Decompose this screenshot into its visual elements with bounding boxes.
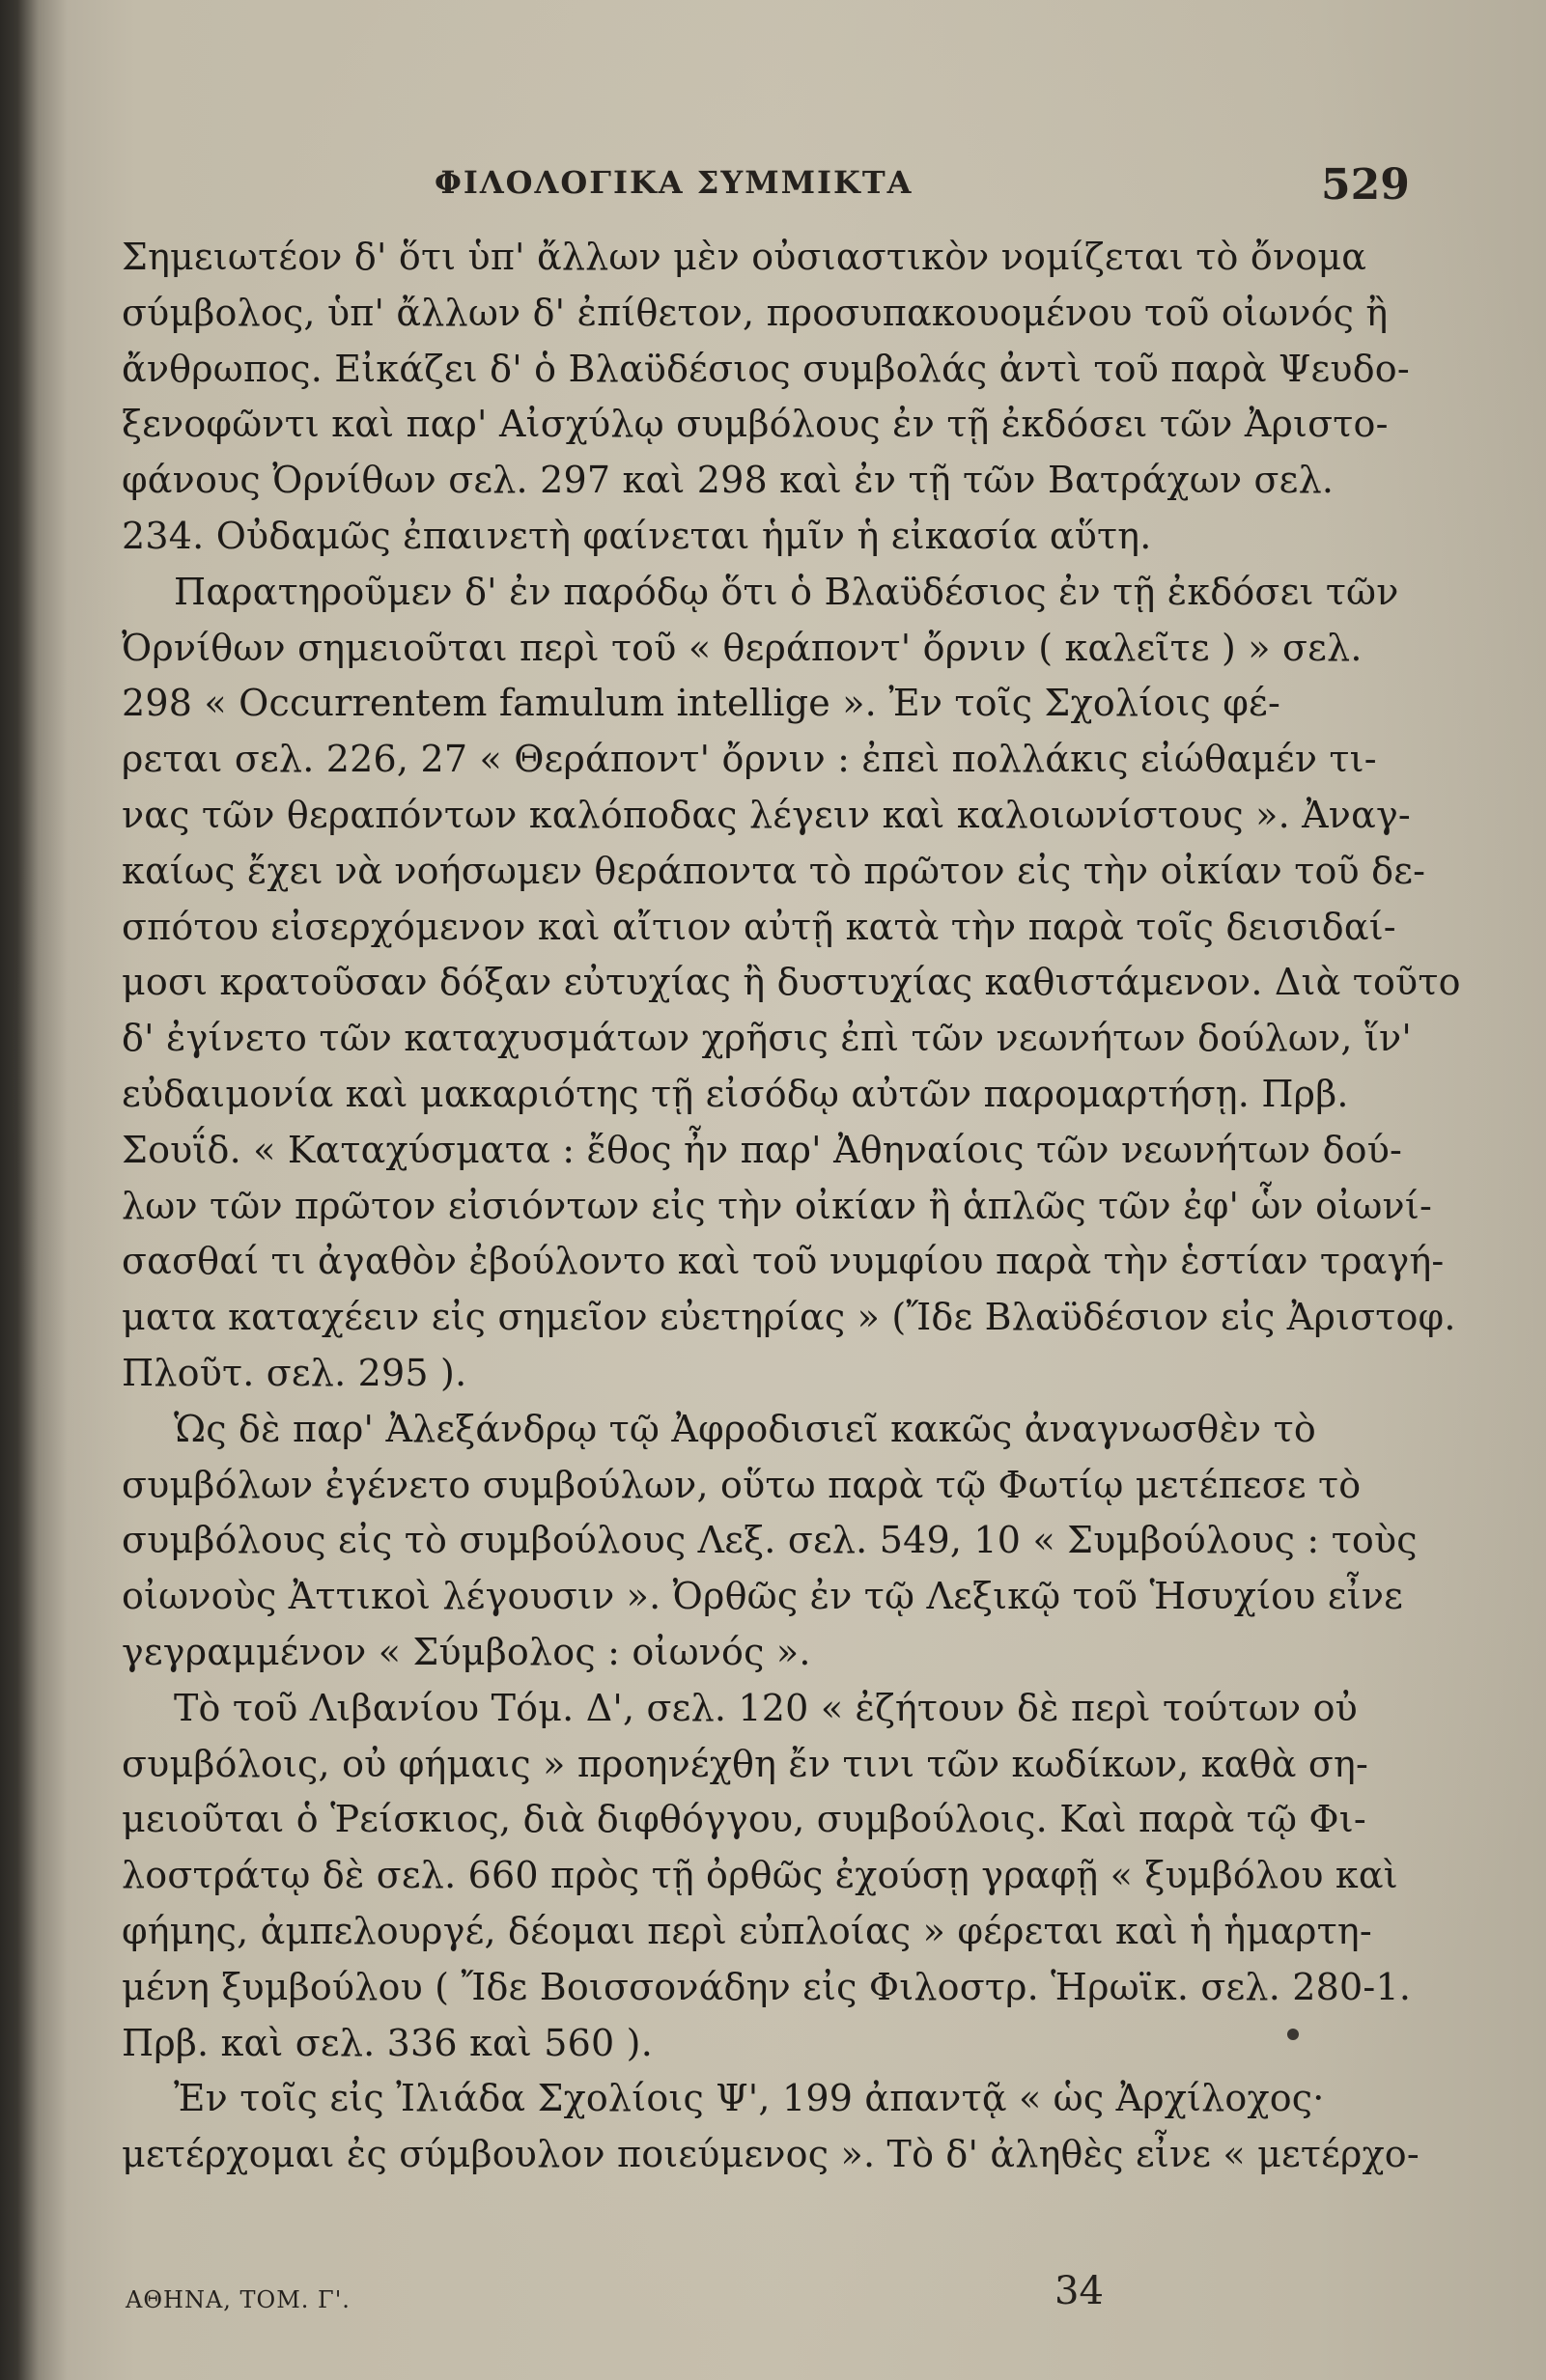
text-line: ἄνθρωπος. Εἰκάζει δ' ὁ Βλαϋδέσιος συμβολάς ἀντὶ τοῦ παρὰ Ψευδο- [122,347,1410,390]
text-line: ματα καταχέειν εἰς σημεῖον εὐετηρίας » (Ἴδε Βλαϋδέσιον εἰς Ἀριστοφ. [122,1296,1456,1339]
text-line: σπότου εἰσερχόμενον καὶ αἴτιον αὐτῇ κατὰ τὴν παρὰ τοῖς δεισιδαί- [122,905,1396,948]
text-line: νας τῶν θεραπόντων καλόποδας λέγειν καὶ καλοιωνίστους ». Ἀναγ- [122,793,1411,836]
text-line: δ' ἐγίνετο τῶν καταχυσμάτων χρῆσις ἐπὶ τῶν νεωνήτων δούλων, ἵν' [122,1017,1412,1060]
text-line: λων τῶν πρῶτον εἰσιόντων εἰς τὴν οἰκίαν ἢ ἁπλῶς τῶν ἐφ' ὧν οἰωνί- [122,1184,1432,1227]
text-line: Πρβ. καὶ σελ. 336 καὶ 560 ). [122,2021,653,2064]
text-line: εὐδαιμονία καὶ μακαριότης τῇ εἰσόδῳ αὐτῶν παρομαρτήσῃ. Πρβ. [122,1072,1349,1115]
text-line: σασθαί τι ἀγαθὸν ἐβούλοντο καὶ τοῦ νυμφίου παρὰ τὴν ἑστίαν τραγή- [122,1240,1445,1283]
text-line: καίως ἔχει νὰ νοήσωμεν θεράποντα τὸ πρῶτον εἰς τὴν οἰκίαν τοῦ δε- [122,849,1426,892]
text-line: Ἐν τοῖς εἰς Ἰλιάδα Σχολίοις Ψ', 199 ἀπαντᾷ « ὡς Ἀρχίλοχος· [174,2077,1325,2120]
page-header [0,160,1546,210]
text-line: γεγραμμένον « Σύμβολος : οἰωνός ». [122,1630,811,1673]
text-line: 234. Οὐδαμῶς ἐπαινετὴ φαίνεται ἡμῖν ἡ εἰκασία αὕτη. [122,514,1152,557]
text-line: ξενοφῶντι καὶ παρ' Αἰσχύλῳ συμβόλους ἐν τῇ ἐκδόσει τῶν Ἀριστο- [122,403,1389,446]
text-line: λοστράτῳ δὲ σελ. 660 πρὸς τῇ ὀρθῶς ἐχούσῃ γραφῇ « ξυμβόλου καὶ [122,1854,1398,1897]
running-title: ΦΙΛΟΛΟΓΙΚΑ ΣΥΜΜΙΚΤΑ [435,164,914,201]
text-line: συμβόλοις, οὐ φήμαις » προηνέχθη ἔν τινι τῶν κωδίκων, καθὰ ση- [122,1742,1369,1785]
text-line: ρεται σελ. 226, 27 « Θεράποντ' ὄρνιν : ἐπεὶ πολλάκις εἰώθαμέν τι- [122,738,1377,781]
text-line: μένη ξυμβούλου ( Ἴδε Βοισσονάδην εἰς Φιλοστρ. Ἡρωϊκ. σελ. 280-1. [122,1965,1412,2008]
page-number: 529 [1321,160,1410,210]
ink-speck [1287,2029,1299,2040]
text-line: Τὸ τοῦ Λιβανίου Τόμ. Δ', σελ. 120 « ἐζήτουν δὲ περὶ τούτων οὐ [174,1686,1358,1729]
text-line: σύμβολος, ὑπ' ἄλλων δ' ἐπίθετον, προσυπακουομένου τοῦ οἰωνός ἢ [122,291,1389,334]
text-line: φήμης, ἀμπελουργέ, δέομαι περὶ εὐπλοίας » φέρεται καὶ ἡ ἡμαρτη- [122,1909,1372,1952]
text-line: συμβόλους εἰς τὸ συμβούλους Λεξ. σελ. 549, 10 « Συμβούλους : τοὺς [122,1519,1418,1562]
printer-signature: ΑΘΗΝΑ, ΤΟΜ. Γ'. [126,2286,351,2313]
text-line: Σημειωτέον δ' ὅτι ὑπ' ἄλλων μὲν οὐσιαστικὸν νομίζεται τὸ ὄνομα [122,236,1367,278]
text-line: Παρατηροῦμεν δ' ἐν παρόδῳ ὅτι ὁ Βλαϋδέσιος ἐν τῇ ἐκδόσει τῶν [174,570,1399,613]
text-line: 298 « Occurrentem famulum intellige ». Ἐν τοῖς Σχολίοις φέ- [122,682,1280,725]
body-text [122,230,1461,2183]
page-footer [0,2269,1546,2335]
text-line: φάνους Ὀρνίθων σελ. 297 καὶ 298 καὶ ἐν τῇ τῶν Βατράχων σελ. [122,459,1335,502]
text-line: οἰωνοὺς Ἀττικοὶ λέγουσιν ». Ὀρθῶς ἐν τῷ Λεξικῷ τοῦ Ἡσυχίου εἶνε [122,1575,1404,1618]
text-line: Σουΐδ. « Καταχύσματα : ἔθος ἦν παρ' Ἀθηναίοις τῶν νεωνήτων δού- [122,1128,1403,1171]
text-line: Ὀρνίθων σημειοῦται περὶ τοῦ « θεράποντ' ὄρνιν ( καλεῖτε ) » σελ. [122,626,1363,669]
text-line: μοσι κρατοῦσαν δόξαν εὐτυχίας ἢ δυστυχίας καθιστάμενον. Διὰ τοῦτο [122,961,1461,1004]
text-line: μειοῦται ὁ Ῥείσκιος, διὰ διφθόγγου, συμβούλοις. Καὶ παρὰ τῷ Φι- [122,1798,1366,1841]
text-line: Πλοῦτ. σελ. 295 ). [122,1351,467,1394]
sheet-number: 34 [1054,2269,1104,2313]
text-line: συμβόλων ἐγένετο συμβούλων, οὕτω παρὰ τῷ Φωτίῳ μετέπεσε τὸ [122,1463,1362,1506]
text-line: Ὡς δὲ παρ' Ἀλεξάνδρῳ τῷ Ἀφροδισιεῖ κακῶς ἀναγνωσθὲν τὸ [174,1407,1316,1450]
text-line: μετέρχομαι ἐς σύμβουλον ποιεύμενος ». Τὸ δ' ἀληθὲς εἶνε « μετέρχο- [122,2133,1420,2176]
